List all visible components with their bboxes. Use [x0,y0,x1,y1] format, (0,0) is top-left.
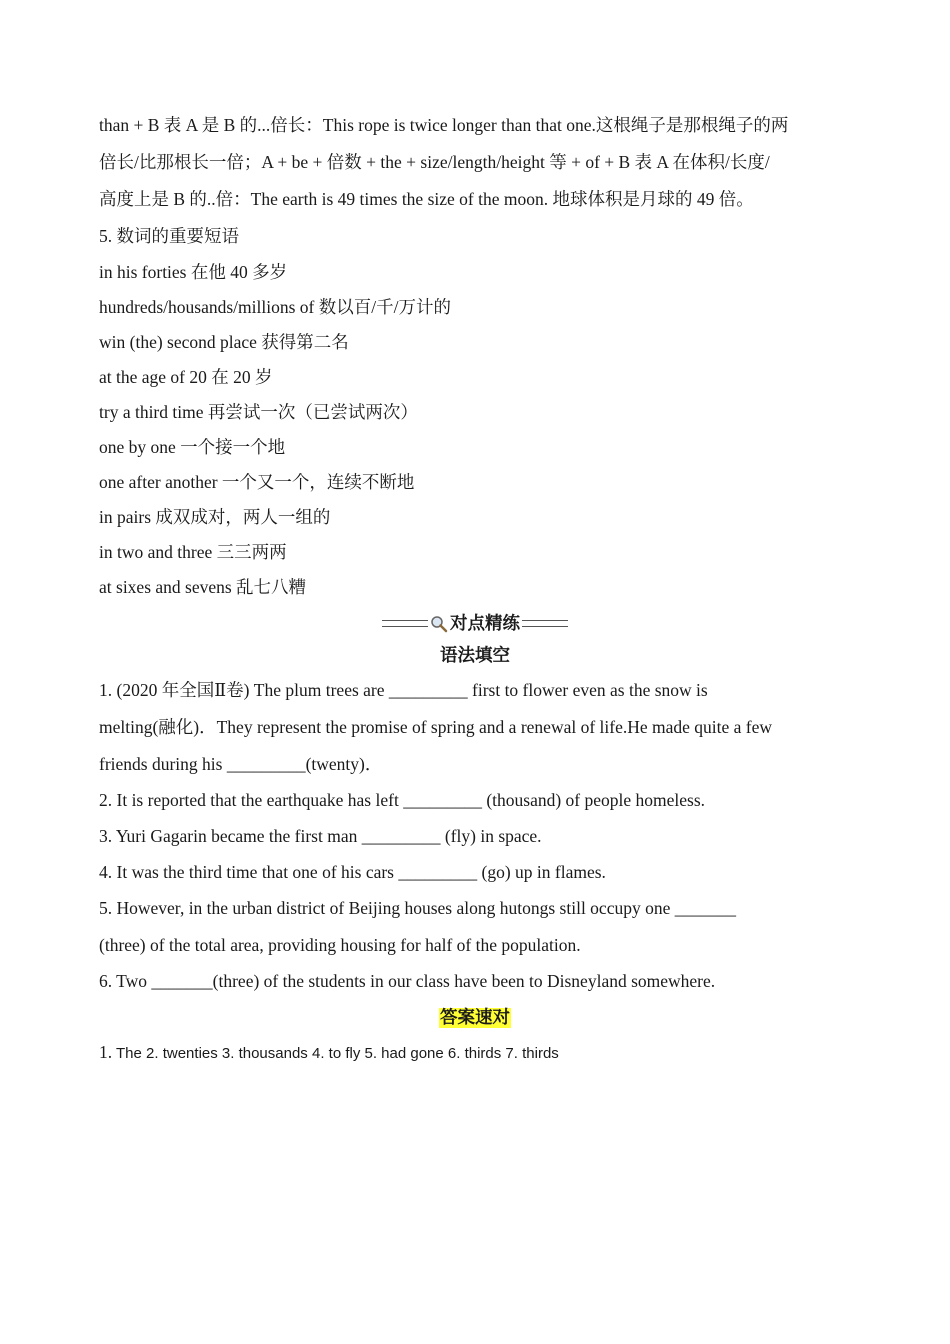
phrase-item: in his forties 在他 40 多岁 [99,262,288,282]
practice-heading: 对点精练 [450,613,520,634]
question-line: (three) of the total area, providing housing for half of the population. [99,935,581,955]
question-line: friends during his _________(twenty)． [99,754,383,774]
question-line: melting(融化)．They represent the promise of spring and a renewal of life.He made quite a few [99,717,773,737]
answers-heading: 答案速对 [440,1008,510,1028]
phrase-item: one after another 一个又一个，连续不断地 [99,472,415,492]
question-line: 4. It was the third time that one of his cars _________ (go) up in flames. [99,862,606,882]
practice-subheading: 语法填空 [440,646,510,666]
phrase-item: at sixes and sevens 乱七八糟 [99,577,307,597]
phrase-item: hundreds/housands/millions of 数以百/千/万计的 [99,297,451,317]
phrase-item: try a third time 再尝试一次（已尝试两次） [99,402,418,422]
answers-text: The 2. twenties 3. thousands 4. to fly 5. had gone 6. thirds 7. thirds [112,1045,559,1062]
magnifier-icon [430,615,448,633]
paragraph-line-1: than + B 表 A 是 B 的...倍长：This rope is twice longer than that one.这根绳子是那根绳子的两 [99,115,789,135]
phrase-item: in two and three 三三两两 [99,542,287,562]
paragraph-line-2: 倍长/比那根长一倍；A + be + 倍数 + the + size/length/height 等 + of + B 表 A 在体积/长度/ [99,152,770,172]
question-line: 3. Yuri Gagarin became the first man _________ (fly) in space. [99,826,542,846]
phrase-item: win (the) second place 获得第二名 [99,332,349,352]
question-line: 5. However, in the urban district of Beijing houses along hutongs still occupy one _______ [99,898,736,918]
double-rule-right [522,620,568,627]
answers-heading-row [99,1007,851,1029]
paragraph-line-3: 高度上是 B 的..倍：The earth is 49 times the size of the moon. 地球体积是月球的 49 倍。 [99,189,754,209]
phrase-item: one by one 一个接一个地 [99,437,286,457]
answers-first-number: 1. [99,1042,113,1062]
answers-line [99,1041,559,1065]
practice-heading-row [99,611,851,635]
phrase-item: at the age of 20 在 20 岁 [99,367,273,387]
question-line: 2. It is reported that the earthquake has left _________ (thousand) of people homeless. [99,790,706,810]
phrases-title: 5. 数词的重要短语 [99,226,239,246]
double-rule-left [382,620,428,627]
phrase-item: in pairs 成双成对，两人一组的 [99,507,331,527]
question-line: 6. Two _______(three) of the students in our class have been to Disneyland somewhere. [99,971,716,991]
question-line: 1. (2020 年全国Ⅱ卷) The plum trees are _________ first to flower even as the snow is [99,680,708,700]
